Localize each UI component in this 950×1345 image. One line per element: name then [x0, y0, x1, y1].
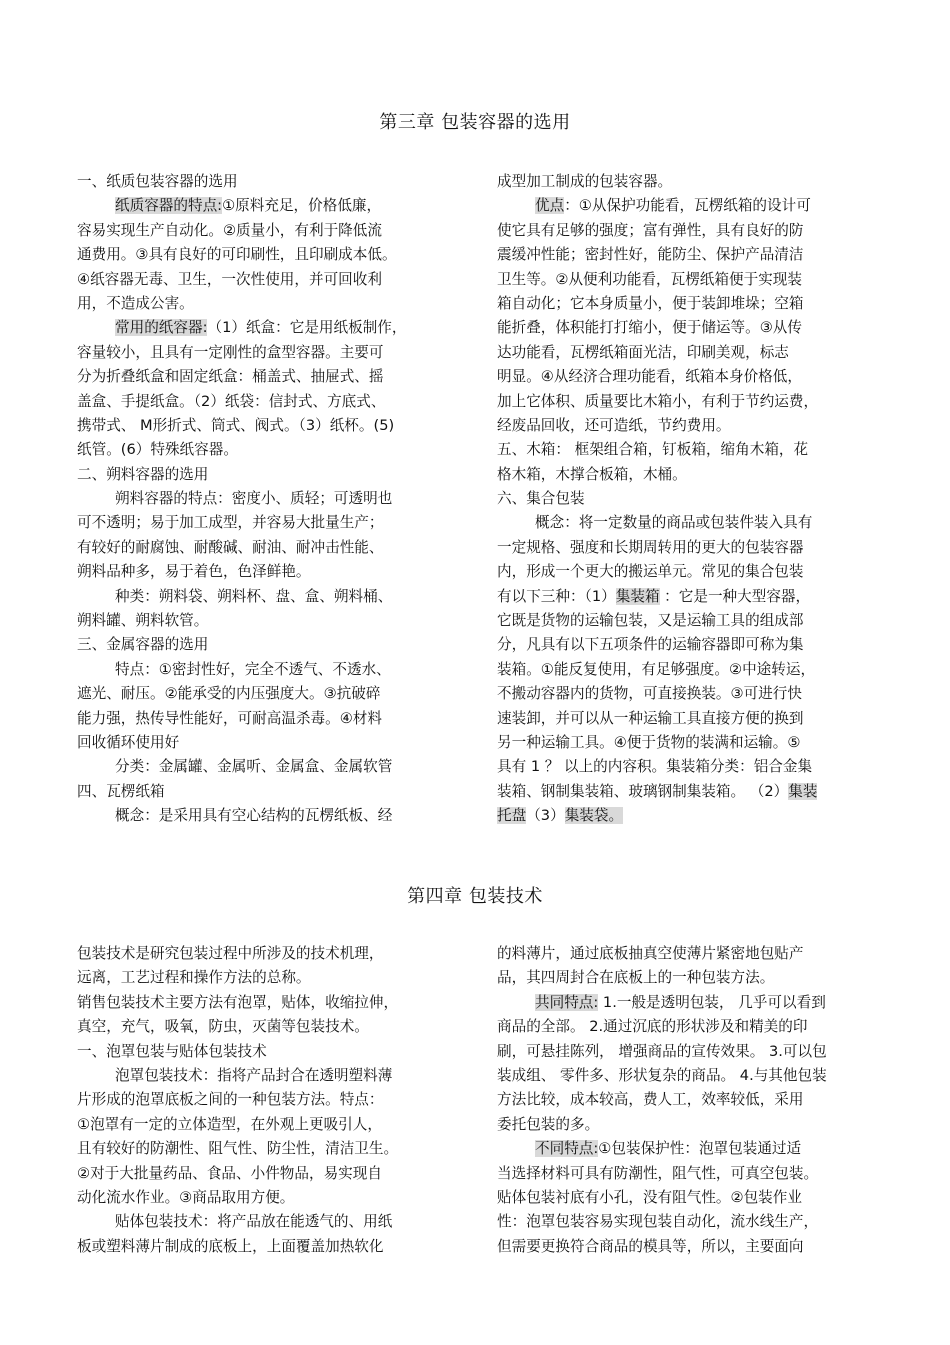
text-line [497, 1088, 913, 1112]
highlighted-term: 共同特点: [535, 993, 599, 1011]
text-line [77, 1040, 493, 1064]
line-text: 装成组、 零件多、形状复杂的商品。 4.与其他包装 [497, 1066, 827, 1084]
line-text: ①包装保护性：泡罩包装通过适 [598, 1140, 802, 1158]
text-line [77, 1064, 493, 1088]
text-line [497, 731, 913, 755]
text-line [497, 316, 913, 340]
text-line [497, 1015, 913, 1039]
text-line [497, 991, 913, 1015]
text-line [497, 804, 913, 828]
line-text: 盖盒、手提纸盒。（2）纸袋：信封式、方底式、 [77, 392, 386, 410]
line-text: 特点：①密封性好，完全不透气、不透水、 [115, 660, 391, 678]
line-text: 遮光、耐压。②能承受的内压强度大。③抗破碎 [77, 685, 381, 703]
line-text: 方法比较，成本较高，费人工，效率较低，采用 [497, 1091, 804, 1109]
text-line [77, 731, 493, 755]
text-line [77, 414, 493, 438]
line-text: 六、集合包装 [497, 490, 585, 508]
line-text: 性：泡罩包装容易实现包装自动化，流水线生产， [497, 1213, 819, 1231]
line-text: 震缓冲性能；密封性好，能防尘、保护产品清洁 [497, 246, 804, 264]
text-line [497, 341, 913, 365]
line-text: 贴体包装技术：将产品放在能透气的、用纸 [115, 1213, 393, 1231]
text-line [497, 170, 913, 194]
highlighted-term: 集装 [788, 782, 818, 800]
chapter3-left-column [77, 170, 493, 829]
text-line [77, 536, 493, 560]
line-text: 二、朔料容器的选用 [77, 465, 209, 483]
line-text: 一、纸质包装容器的选用 [77, 173, 238, 190]
line-text: 一定规格、强度和长期周转用的更大的包装容器 [497, 538, 804, 556]
line-text: ④纸容器无毒、卫生，一次性使用，并可回收利 [77, 270, 382, 288]
line-text: 携带式、 M形折式、筒式、阀式。（3）纸杯。(5) [77, 416, 395, 434]
line-text: 另一种运输工具。④便于货物的装满和运输。⑤ [497, 733, 801, 751]
line-text: 用，不造成公害。 [77, 294, 194, 312]
line-text: 明显。④从经济合理功能看，纸箱本身价格低， [497, 368, 802, 386]
highlighted-term: 不同特点: [535, 1140, 599, 1158]
text-line [77, 194, 493, 218]
text-line [77, 268, 493, 292]
line-text: 概念：将一定数量的商品或包装件装入具有 [535, 514, 813, 532]
line-text: 有以下三种：（1） [497, 587, 616, 605]
line-text: 贴体包装衬底有小孔，没有阻气性。②包装作业 [497, 1188, 802, 1206]
highlighted-term: 常用的纸容器: [115, 319, 208, 337]
text-line [497, 414, 913, 438]
line-text: 概念：是采用具有空心结构的瓦楞纸板、经 [115, 807, 393, 825]
text-line [497, 658, 913, 682]
text-line [497, 438, 913, 462]
line-text: 分类：金属罐、金属听、金属盒、金属软管 [115, 758, 393, 776]
line-text: 经废品回收，还可造纸，节约费用。 [497, 416, 731, 434]
line-text: 能折叠，体积能打打缩小，便于储运等。③从传 [497, 319, 802, 337]
text-line [77, 1162, 493, 1186]
text-line [497, 268, 913, 292]
line-text: 不搬动容器内的货物，可直接换装。③可进行快 [497, 685, 802, 703]
chapter4-title: 第四章 包装技术 [407, 886, 543, 907]
text-line [497, 463, 913, 487]
text-line [497, 780, 913, 804]
line-text: 片形成的泡罩底板之间的一种包装方法。特点： [77, 1091, 384, 1109]
chapter4-left-column [77, 942, 493, 1259]
text-line [497, 609, 913, 633]
line-text: 内，形成一个更大的搬运单元。常见的集合包装 [497, 563, 804, 581]
line-text: 包装技术是研究包装过程中所涉及的技术机理， [77, 945, 384, 962]
text-line [497, 243, 913, 267]
line-text: 使它具有足够的强度；富有弹性，具有良好的防 [497, 221, 804, 239]
line-text: 一、泡罩包装与贴体包装技术 [77, 1042, 267, 1060]
text-line [497, 585, 913, 609]
text-line [77, 511, 493, 535]
text-line [77, 438, 493, 462]
line-text: 朔料罐、朔料软管。 [77, 612, 209, 630]
text-line [77, 585, 493, 609]
line-text: 商品的全部。 2.通过沉底的形状涉及和精美的印 [497, 1018, 808, 1036]
line-text: ①泡罩有一定的立体造型，在外观上更吸引人， [77, 1115, 382, 1133]
text-line [77, 170, 493, 194]
text-line [497, 1186, 913, 1210]
text-line [77, 682, 493, 706]
line-text: 容量较小，且具有一定刚性的盒型容器。主要可 [77, 343, 384, 361]
text-line [497, 292, 913, 316]
line-text: 回收循环使用好 [77, 733, 180, 751]
line-text: 1.一般是透明包装， 几乎可以看到 [598, 993, 826, 1011]
line-text: 成型加工制成的包装容器。 [497, 173, 673, 190]
line-text: （3） [526, 807, 565, 825]
text-line [77, 341, 493, 365]
highlighted-term: 纸质容器的特点: [115, 197, 223, 215]
text-line [77, 390, 493, 414]
highlighted-term: 优点 [535, 197, 565, 215]
text-line [77, 1088, 493, 1112]
line-text: 种类：朔料袋、朔料杯、盘、盒、朔料桶、 [115, 587, 393, 605]
text-line [77, 707, 493, 731]
text-line [77, 755, 493, 779]
text-line [77, 463, 493, 487]
line-text: 三、金属容器的选用 [77, 636, 209, 654]
line-text: 达功能看，瓦楞纸箱面光洁，印刷美观，标志 [497, 343, 789, 361]
line-text: 当选择材料可具有防潮性，阻气性，可真空包装。 [497, 1164, 819, 1182]
line-text: 加上它体积、质量要比木箱小，有利于节约运费， [497, 392, 819, 410]
text-line [497, 707, 913, 731]
line-text: 有较好的耐腐蚀、耐酸碱、耐油、耐冲击性能、 [77, 538, 384, 556]
line-text: 卫生等。②从便利功能看，瓦楞纸箱便于实现装 [497, 270, 802, 288]
line-text: 泡罩包装技术：指将产品封合在透明塑料薄 [115, 1066, 393, 1084]
line-text: 格木箱，木撑合板箱，木桶。 [497, 465, 687, 483]
text-line [497, 1137, 913, 1161]
text-line [497, 1064, 913, 1088]
text-line [497, 194, 913, 218]
text-line [497, 390, 913, 414]
line-text: 速装卸，并可以从一种运输工具直接方便的换到 [497, 709, 804, 727]
chapter3-title: 第三章 包装容器的选用 [379, 112, 571, 133]
line-text: 它既是货物的运输包装，又是运输工具的组成部 [497, 612, 804, 630]
line-text: ①原料充足，价格低廉， [222, 197, 382, 215]
text-line [497, 1040, 913, 1064]
text-line [77, 609, 493, 633]
line-text: 具有 1 ？ 以上的内容积。集装箱分类：铝合金集 [497, 758, 813, 776]
text-line [77, 991, 493, 1015]
text-line [77, 633, 493, 657]
text-line [77, 942, 493, 966]
text-line [77, 658, 493, 682]
line-text: 销售包装技术主要方法有泡罩，贴体，收缩拉伸， [77, 993, 399, 1011]
line-text: 朔料品种多，易于着色，色泽鲜艳。 [77, 563, 311, 581]
text-line [497, 487, 913, 511]
line-text: 动化流水作业。③商品取用方便。 [77, 1188, 295, 1206]
text-line [77, 780, 493, 804]
text-line [77, 365, 493, 389]
line-text: ：它是一种大型容器， [659, 587, 811, 605]
line-text: 装箱、钢制集装箱、玻璃钢制集装箱。 （2） [497, 782, 789, 800]
highlighted-term: 集装箱 [615, 587, 660, 605]
line-text: 纸管。(6）特殊纸容器。 [77, 441, 238, 459]
text-line [497, 536, 913, 560]
text-line [497, 755, 913, 779]
line-text: ：①从保护功能看，瓦楞纸箱的设计可 [564, 197, 811, 215]
text-line [77, 316, 493, 340]
text-line [497, 219, 913, 243]
line-text: 品，其四周封合在底板上的一种包装方法。 [497, 969, 775, 987]
text-line [77, 292, 493, 316]
line-text: 且有较好的防潮性、阻气性、防尘性，清洁卫生。 [77, 1140, 399, 1158]
line-text: 可不透明；易于加工成型，并容易大批量生产； [77, 514, 384, 532]
text-line [497, 1113, 913, 1137]
text-line [497, 560, 913, 584]
text-line [77, 804, 493, 828]
line-text: 装箱。①能反复使用，有足够强度。②中途转运， [497, 660, 816, 678]
line-text: 分，凡具有以下五项条件的运输容器即可称为集 [497, 636, 804, 654]
text-line [77, 219, 493, 243]
line-text: 真空，充气，吸氧，防虫，灭菌等包装技术。 [77, 1018, 369, 1036]
line-text: 五、木箱： 框架组合箱，钉板箱，缩角木箱，花 [497, 441, 809, 459]
text-line [497, 511, 913, 535]
chapter4-right-column [497, 942, 913, 1259]
line-text: 但需要更换符合商品的模具等，所以，主要面向 [497, 1237, 804, 1255]
line-text: 容易实现生产自动化。②质量小，有利于降低流 [77, 221, 382, 239]
line-text: 刷，可悬挂陈列， 增强商品的宣传效果。 3.可以包 [497, 1042, 827, 1060]
highlighted-term: 集装袋。 [564, 807, 624, 825]
text-line [497, 682, 913, 706]
highlighted-term: 托盘 [497, 807, 527, 825]
line-text: 朔料容器的特点：密度小、质轻；可透明也 [115, 490, 393, 508]
line-text: 远离，工艺过程和操作方法的总称。 [77, 969, 311, 987]
line-text: 箱自动化；它本身质量小，便于装卸堆垛；空箱 [497, 294, 804, 312]
text-line [77, 1210, 493, 1234]
text-line [77, 1113, 493, 1137]
text-line [77, 1015, 493, 1039]
text-line [77, 560, 493, 584]
line-text: 板或塑料薄片制成的底板上，上面覆盖加热软化 [77, 1237, 384, 1255]
text-line [77, 966, 493, 990]
line-text: （1）纸盒：它是用纸板制作， [207, 319, 407, 337]
line-text: 通费用。③具有良好的可印刷性，且印刷成本低。 [77, 246, 397, 264]
text-line [497, 633, 913, 657]
text-line [497, 1162, 913, 1186]
line-text: 分为折叠纸盒和固定纸盒：桶盖式、抽屉式、摇 [77, 368, 384, 386]
text-line [497, 942, 913, 966]
text-line [77, 1137, 493, 1161]
text-line [77, 243, 493, 267]
line-text: 的料薄片，通过底板抽真空使薄片紧密地包贴产 [497, 945, 804, 962]
text-line [77, 1235, 493, 1259]
chapter3-right-column [497, 170, 913, 829]
text-line [497, 1210, 913, 1234]
line-text: 能力强，热传导性能好，可耐高温杀毒。④材料 [77, 709, 382, 727]
text-line [497, 966, 913, 990]
text-line [77, 1186, 493, 1210]
text-line [497, 365, 913, 389]
line-text: 委托包装的多。 [497, 1115, 600, 1133]
text-line [497, 1235, 913, 1259]
text-line [77, 487, 493, 511]
line-text: ②对于大批量药品、食品、小件物品，易实现自 [77, 1164, 382, 1182]
line-text: 四、瓦楞纸箱 [77, 782, 165, 800]
